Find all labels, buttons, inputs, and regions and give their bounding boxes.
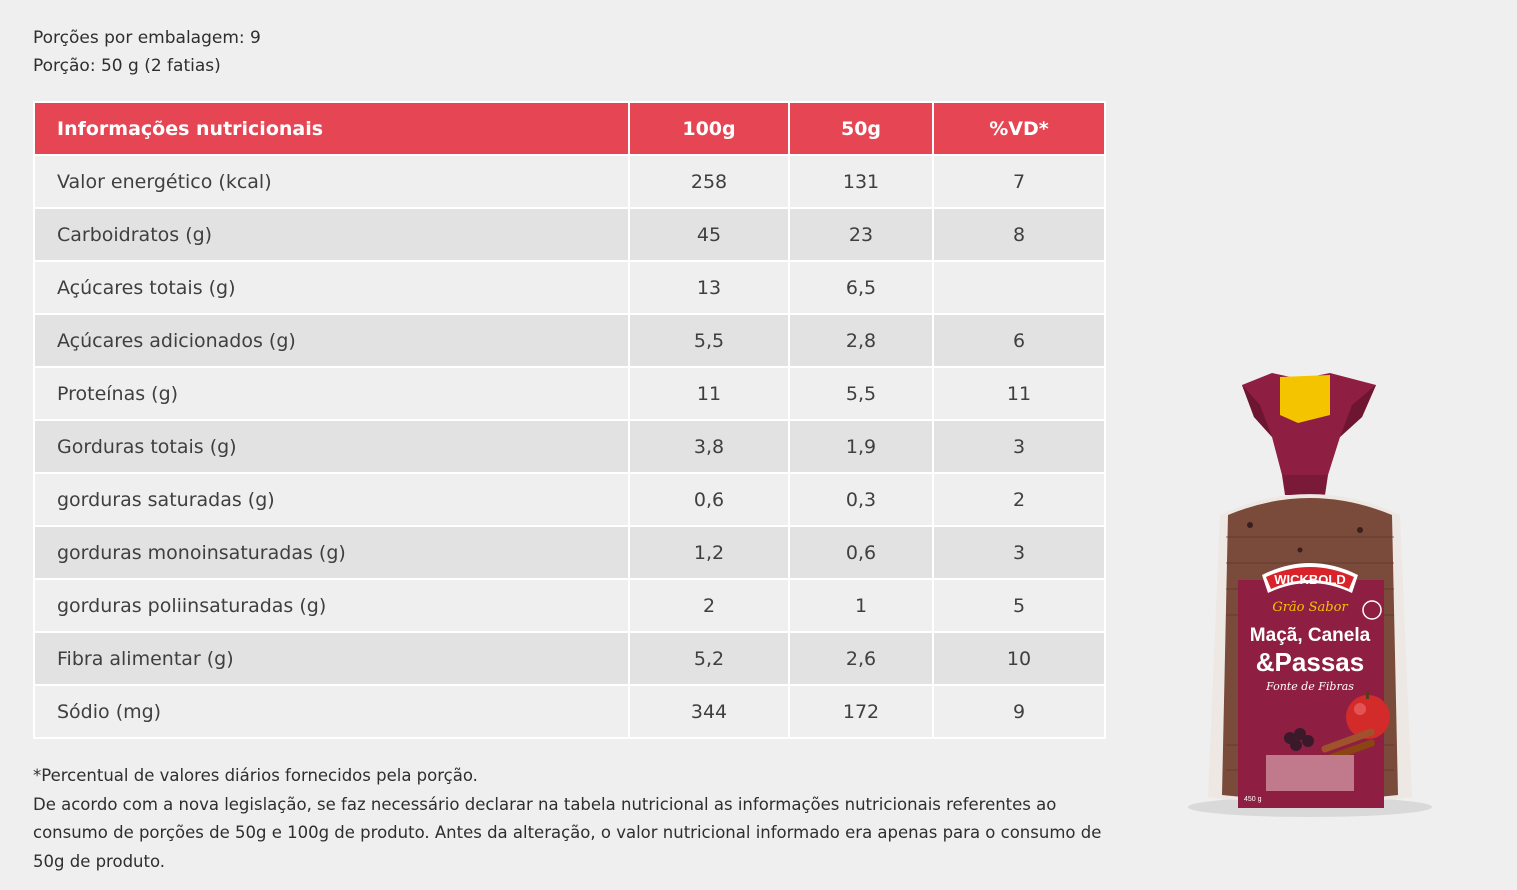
package-flavor-2: &Passas: [1255, 647, 1365, 677]
value-vd: 7: [933, 155, 1105, 208]
nutrient-name: gorduras monoinsaturadas (g): [34, 526, 629, 579]
header-nutrients: Informações nutricionais: [34, 102, 629, 155]
value-100g: 11: [629, 367, 789, 420]
table-row: [34, 632, 1105, 685]
value-50g: 23: [789, 208, 933, 261]
value-100g: 344: [629, 685, 789, 738]
value-100g: 5,5: [629, 314, 789, 367]
value-50g: 1: [789, 579, 933, 632]
table-row: [34, 367, 1105, 420]
value-50g: 0,6: [789, 526, 933, 579]
nutrient-name: gorduras poliinsaturadas (g): [34, 579, 629, 632]
value-vd: 3: [933, 526, 1105, 579]
table-row: [34, 314, 1105, 367]
bread-package-illustration: [1180, 365, 1440, 825]
value-vd: 3: [933, 420, 1105, 473]
header-100g: 100g: [629, 102, 789, 155]
value-100g: 5,2: [629, 632, 789, 685]
nutrient-name: Valor energético (kcal): [34, 155, 629, 208]
table-header-row: [34, 102, 1105, 155]
table-row: [34, 473, 1105, 526]
value-50g: 6,5: [789, 261, 933, 314]
value-100g: 13: [629, 261, 789, 314]
nutrient-name: Fibra alimentar (g): [34, 632, 629, 685]
value-vd: 9: [933, 685, 1105, 738]
table-row: [34, 579, 1105, 632]
value-100g: 2: [629, 579, 789, 632]
value-vd: 6: [933, 314, 1105, 367]
value-100g: 1,2: [629, 526, 789, 579]
nutrient-name: Açúcares adicionados (g): [34, 314, 629, 367]
table-row: [34, 526, 1105, 579]
header-50g: 50g: [789, 102, 933, 155]
vd-footnote: *Percentual de valores diários fornecidos pela porção.: [33, 766, 478, 785]
value-100g: 45: [629, 208, 789, 261]
nutrition-table: [33, 101, 1106, 739]
value-100g: 0,6: [629, 473, 789, 526]
serving-info: [33, 24, 261, 80]
value-100g: 3,8: [629, 420, 789, 473]
nutrient-name: Carboidratos (g): [34, 208, 629, 261]
footnotes: [33, 762, 1123, 877]
value-50g: 131: [789, 155, 933, 208]
table-row: [34, 208, 1105, 261]
value-vd: 5: [933, 579, 1105, 632]
value-50g: 0,3: [789, 473, 933, 526]
package-brand: WICKBOLD: [1274, 572, 1346, 587]
package-flavor-1: Maçã, Canela: [1249, 625, 1371, 646]
portion-size: Porção: 50 g (2 fatias): [33, 56, 221, 76]
package-line: Grão Sabor: [1272, 600, 1348, 615]
value-50g: 2,8: [789, 314, 933, 367]
value-vd: 2: [933, 473, 1105, 526]
table-row: [34, 420, 1105, 473]
table-row: [34, 261, 1105, 314]
value-50g: 1,9: [789, 420, 933, 473]
value-100g: 258: [629, 155, 789, 208]
table-row: [34, 155, 1105, 208]
nutrient-name: Sódio (mg): [34, 685, 629, 738]
value-vd: [933, 261, 1105, 314]
product-image: [1180, 365, 1440, 825]
value-vd: 10: [933, 632, 1105, 685]
value-vd: 11: [933, 367, 1105, 420]
value-50g: 172: [789, 685, 933, 738]
nutrient-name: Gorduras totais (g): [34, 420, 629, 473]
value-vd: 8: [933, 208, 1105, 261]
table-row: [34, 685, 1105, 738]
package-weight: 450 g: [1244, 796, 1262, 803]
portions-per-package: Porções por embalagem: 9: [33, 28, 261, 48]
value-50g: 2,6: [789, 632, 933, 685]
value-50g: 5,5: [789, 367, 933, 420]
nutrient-name: Açúcares totais (g): [34, 261, 629, 314]
package-subtitle: Fonte de Fibras: [1266, 680, 1354, 693]
nutrient-name: Proteínas (g): [34, 367, 629, 420]
header-vd: %VD*: [933, 102, 1105, 155]
legislation-note: De acordo com a nova legislação, se faz necessário declarar na tabela nutricional as informações nutricionais referentes ao consumo de porções de 50g e 100g de produto. Antes da alteração, o valor nutricional informado era apenas para o consumo de 50g de produto.: [33, 794, 1102, 872]
nutrient-name: gorduras saturadas (g): [34, 473, 629, 526]
